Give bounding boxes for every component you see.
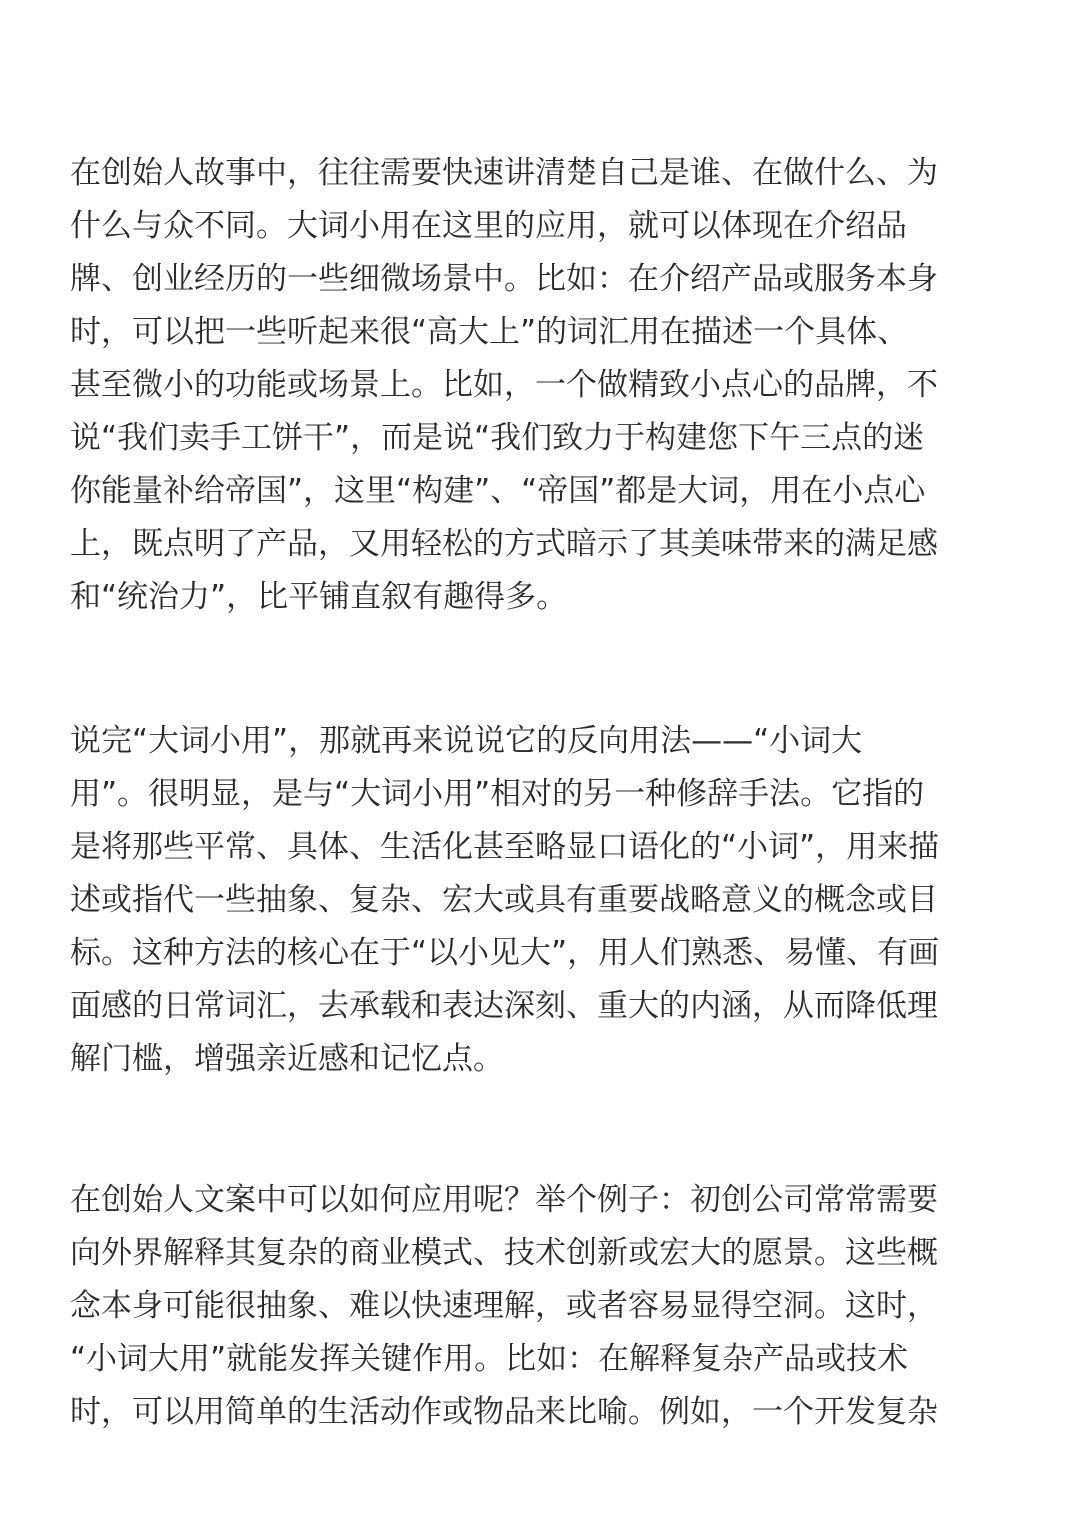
text-line: 什么与众不同。大词小用在这里的应用，就可以体现在介绍品 [70,208,907,244]
text-line: 述或指代一些抽象、复杂、宏大或具有重要战略意义的概念或目 [70,882,938,918]
text-line: 说完“大词小用”，那就再来说说它的反向用法——“小词大 [70,723,863,759]
text-line: “小词大用”就能发挥关键作用。比如：在解释复杂产品或技术 [70,1341,909,1377]
text-line: 标。这种方法的核心在于“以小见大”，用人们熟悉、易懂、有画 [70,935,940,971]
text-line: 上，既点明了产品，又用轻松的方式暗示了其美味带来的满足感 [70,526,938,562]
text-line: 甚至微小的功能或场景上。比如，一个做精致小点心的品牌，不 [70,367,938,403]
text-line: 解门槛，增强亲近感和记忆点。 [70,1041,504,1077]
text-line: 牌、创业经历的一些细微场景中。比如：在介绍产品或服务本身 [70,261,938,297]
text-line: 向外界解释其复杂的商业模式、技术创新或宏大的愿景。这些概 [70,1235,938,1271]
text-line: 在创始人文案中可以如何应用呢？举个例子：初创公司常常需要 [70,1182,938,1218]
paragraph-small-word-big-use [70,715,1010,1086]
text-line: 说“我们卖手工饼干”，而是说“我们致力于构建您下午三点的迷 [70,420,925,456]
text-line: 你能量补给帝国”，这里“构建”、“帝国”都是大词，用在小点心 [70,473,926,509]
paragraph-founder-copy-application [70,1174,1010,1439]
text-line: 时，可以用简单的生活动作或物品来比喻。例如，一个开发复杂 [70,1394,938,1430]
text-line: 面感的日常词汇，去承载和表达深刻、重大的内涵，从而降低理 [70,988,938,1024]
paragraph-founder-story [70,147,1010,624]
text-line: 在创始人故事中，往往需要快速讲清楚自己是谁、在做什么、为 [70,155,938,191]
text-line: 用”。很明显，是与“大词小用”相对的另一种修辞手法。它指的 [70,776,925,812]
text-line: 时，可以把一些听起来很“高大上”的词汇用在描述一个具体、 [70,314,909,350]
text-line: 是将那些平常、具体、生活化甚至略显口语化的“小词”，用来描 [70,829,940,865]
text-line: 念本身可能很抽象、难以快速理解，或者容易显得空洞。这时， [70,1288,938,1324]
text-line: 和“统治力”，比平铺直叙有趣得多。 [70,579,568,615]
